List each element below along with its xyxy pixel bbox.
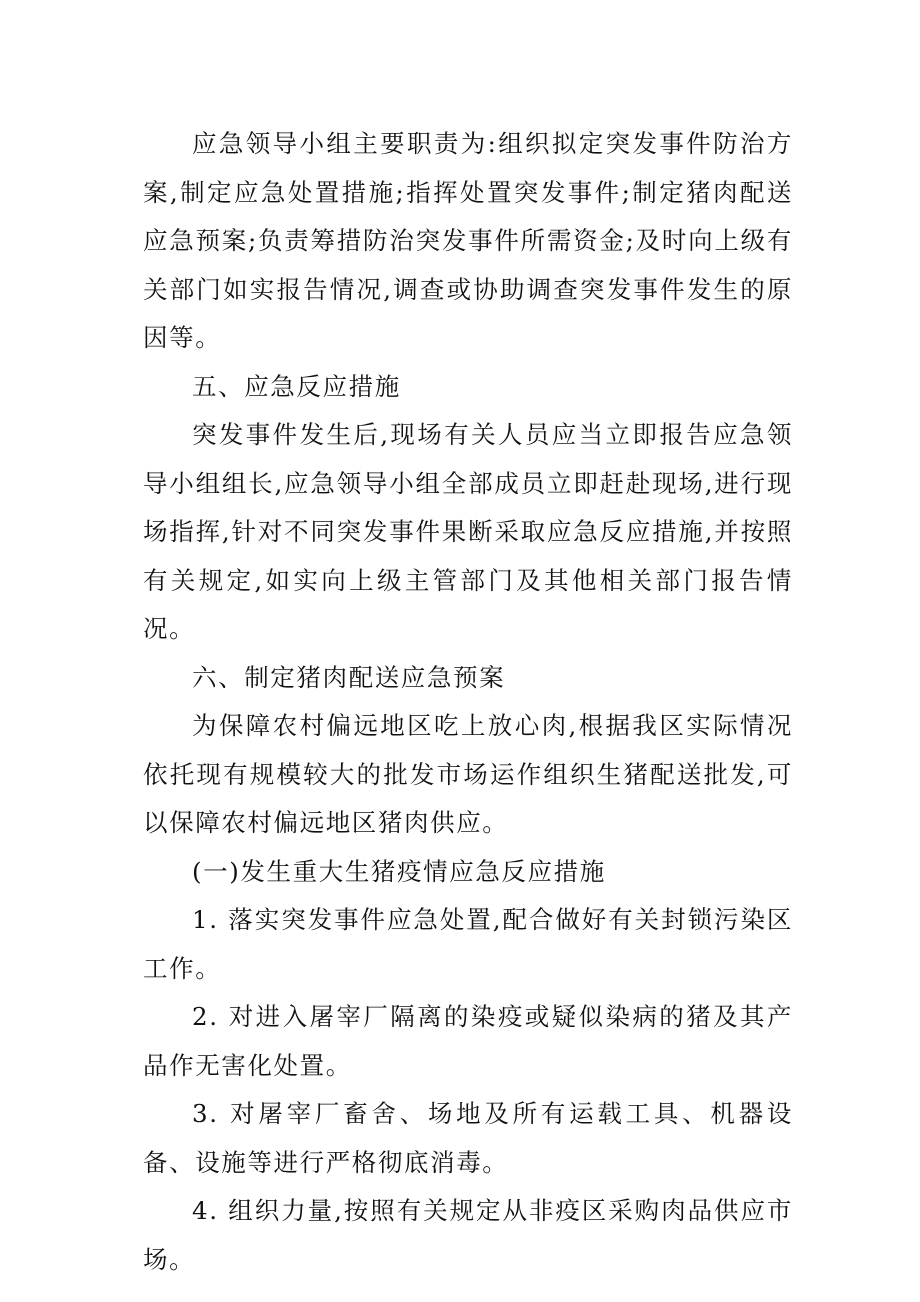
document-body (143, 120, 793, 1284)
section-heading-emergency-response: 五、应急反应措施 (192, 371, 401, 401)
list-item-measure-3: 3. 对屠宰厂畜舍、场地及所有运载工具、机器设备、设施等进行严格彻底消毒。 (143, 1099, 793, 1177)
list-item-measure-4: 4. 组织力量,按照有关规定从非疫区采购肉品供应市场。 (143, 1196, 793, 1274)
section-heading-pork-distribution-plan: 六、制定猪肉配送应急预案 (192, 662, 506, 692)
paragraph-emergency-response: 突发事件发生后,现场有关人员应当立即报告应急领导小组组长,应急领导小组全部成员立即赶赴现场,进行现场指挥,针对不同突发事件果断采取应急反应措施,并按照有关规定,如实向上级主管部门及其他相关部门报告情况。 (143, 420, 793, 643)
list-item-measure-2: 2. 对进入屠宰厂隔离的染疫或疑似染病的猪及其产品作无害化处置。 (143, 1002, 793, 1080)
paragraph-leadership-duties: 应急领导小组主要职责为:组织拟定突发事件防治方案,制定应急处置措施;指挥处置突发事件;制定猪肉配送应急预案;负责筹措防治突发事件所需资金;及时向上级有关部门如实报告情况,调查或协助调查突发事件发生的原因等。 (143, 129, 793, 352)
paragraph-pork-distribution: 为保障农村偏远地区吃上放心肉,根据我区实际情况依托现有规模较大的批发市场运作组织生猪配送批发,可以保障农村偏远地区猪肉供应。 (143, 711, 793, 837)
list-item-measure-1: 1. 落实突发事件应急处置,配合做好有关封锁污染区工作。 (143, 905, 793, 983)
subsection-heading-epidemic-measures: (一)发生重大生猪疫情应急反应措施 (192, 856, 606, 886)
